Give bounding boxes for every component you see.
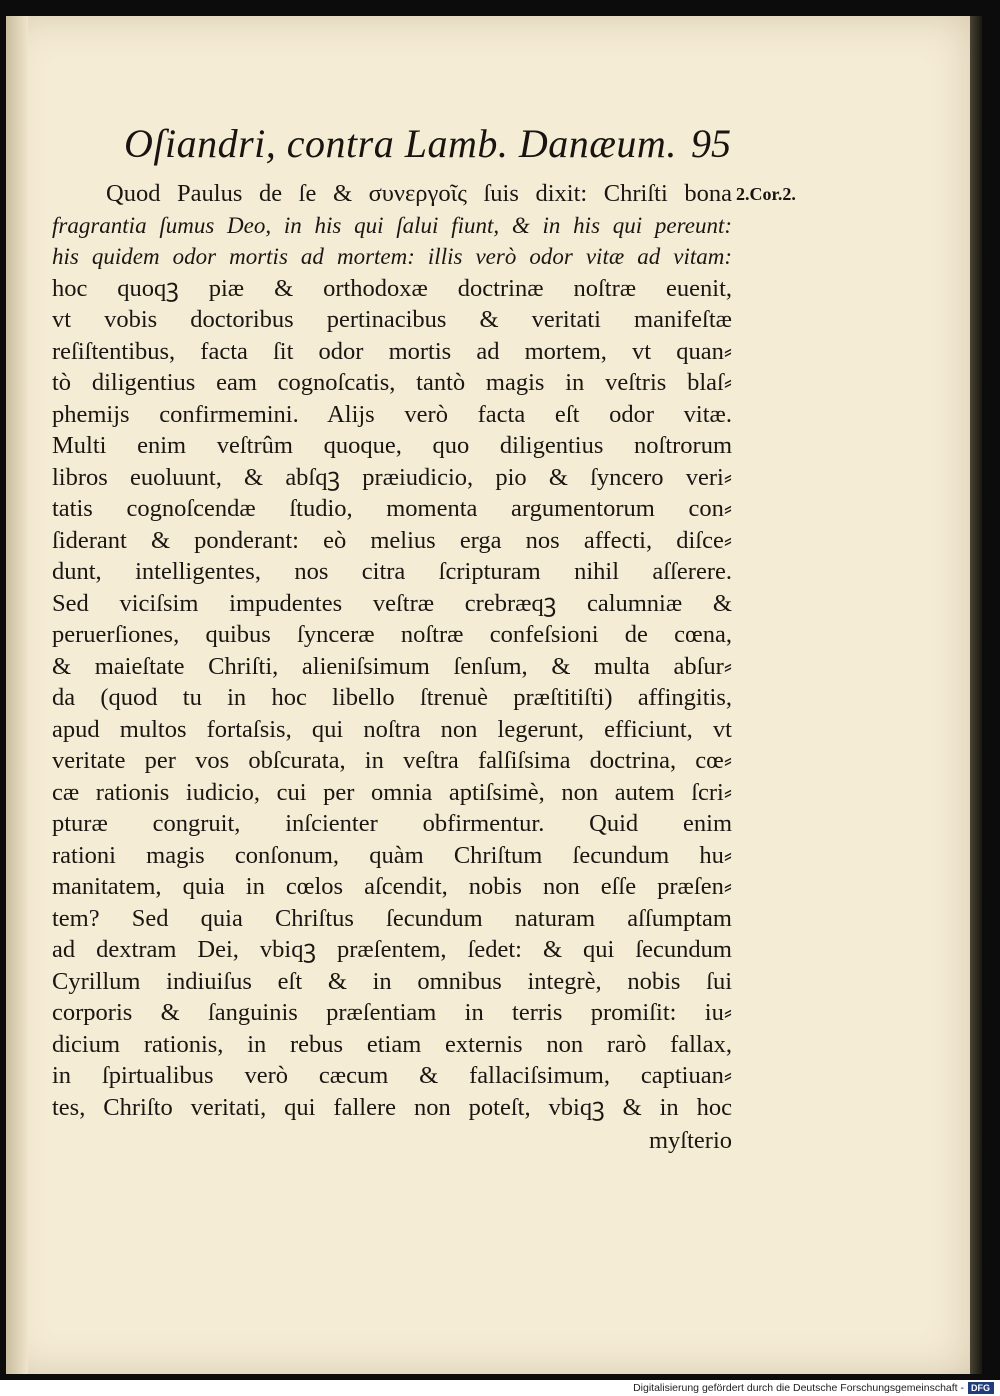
text-line: tem? Sed quia Chriſtus ſecundum naturam aſſumptam xyxy=(52,904,732,932)
text-line: in ſpirtualibus verò cæcum & fallaciſsimum, captiuan⸗ xyxy=(52,1062,732,1089)
book-page xyxy=(6,16,970,1374)
text-line: corporis & ſanguinis præſentiam in terris promiſit: iu⸗ xyxy=(52,999,732,1026)
text-line: hoc quoqꝫ piæ & orthodoxæ doctrinæ noſtræ euenit, xyxy=(52,274,732,302)
page-number: 95 xyxy=(691,121,731,166)
text-line: Sed viciſsim impudentes veſtræ crebræqꝫ calumniæ & xyxy=(52,589,732,617)
text-line: Quod Paulus de ſe & συνεργοῖς ſuis dixit: Chriſti bona xyxy=(106,180,732,207)
text-line: ad dextram Dei, vbiqꝫ præſentem, ſedet: & qui ſecundum xyxy=(52,936,732,963)
text-line: & maieſtate Chriſti, alieniſsimum ſenſum, & multa abſur⸗ xyxy=(52,652,732,680)
catchword: myſterio xyxy=(648,1127,732,1154)
digitization-footer xyxy=(0,1380,1000,1396)
text-line: cæ rationis iudicio, cui per omnia aptiſsimè, non autem ſcri⸗ xyxy=(52,778,732,806)
text-line: peruerſiones, quibus ſynceræ noſtræ confeſsioni de cœna, xyxy=(52,621,732,648)
text-line: phemijs confirmemini. Alijs verò facta eſt odor vitæ. xyxy=(52,400,732,428)
page-edge xyxy=(970,16,982,1374)
footer-text: Digitalisierung gefördert durch die Deutsche Forschungsgemeinschaft - xyxy=(633,1382,964,1394)
text-line: tes, Chriſto veritati, qui fallere non poteſt, vbiqꝫ & in hoc xyxy=(52,1093,732,1121)
text-line: veritate per vos obſcurata, in veſtra falſiſsima doctrina, cœ⸗ xyxy=(52,747,732,774)
text-line: manitatem, quia in cœlos aſcendit, nobis non eſſe præſen⸗ xyxy=(52,873,732,900)
text-line: reſiſtentibus, facta ſit odor mortis ad mortem, vt quan⸗ xyxy=(52,337,732,365)
text-line: pturæ congruit, inſcienter obfirmentur. Quid enim xyxy=(52,810,732,837)
text-line: fragrantia ſumus Deo, in his qui ſalui fiunt, & in his qui pereunt: xyxy=(52,212,732,238)
text-line: ſiderant & ponderant: eò melius erga nos affecti, diſce⸗ xyxy=(52,526,732,554)
text-line: dunt, intelligentes, nos citra ſcripturam nihil aſſerere. xyxy=(52,558,732,585)
text-line: vt vobis doctoribus pertinacibus & veritati manifeſtæ xyxy=(52,306,732,333)
text-line: libros euoluunt, & abſqꝫ præiudicio, pio & ſyncero veri⸗ xyxy=(52,463,732,491)
body-text xyxy=(52,178,732,1157)
text-line: tò diligentius eam cognoſcatis, tantò magis in veſtris blaſ⸗ xyxy=(52,369,732,396)
text-line: apud multos fortaſsis, qui noſtra non legerunt, efficiunt, vt xyxy=(52,715,732,743)
page-gutter xyxy=(6,16,28,1374)
text-line: dicium rationis, in rebus etiam externis non rarò fallax, xyxy=(52,1030,732,1058)
marginal-note: 2.Cor.2. xyxy=(736,184,796,204)
text-line: Cyrillum indiuiſus eſt & in omnibus integrè, nobis ſui xyxy=(52,967,732,995)
text-line: da (quod tu in hoc libello ſtrenuè præſtitiſti) affingitis, xyxy=(52,684,732,711)
text-line: rationi magis conſonum, quàm Chriſtum ſecundum hu⸗ xyxy=(52,841,732,869)
text-line: his quidem odor mortis ad mortem: illis verò odor vitæ ad vitam: xyxy=(52,244,732,269)
dfg-logo: DFG xyxy=(968,1382,994,1394)
running-header: Oſiandri, contra Lamb. Danæum. xyxy=(124,121,677,166)
text-line: Multi enim veſtrûm quoque, quo diligentius noſtrorum xyxy=(52,432,732,459)
text-line: tatis cognoſcendæ ſtudio, momenta argumentorum con⸗ xyxy=(52,495,732,522)
